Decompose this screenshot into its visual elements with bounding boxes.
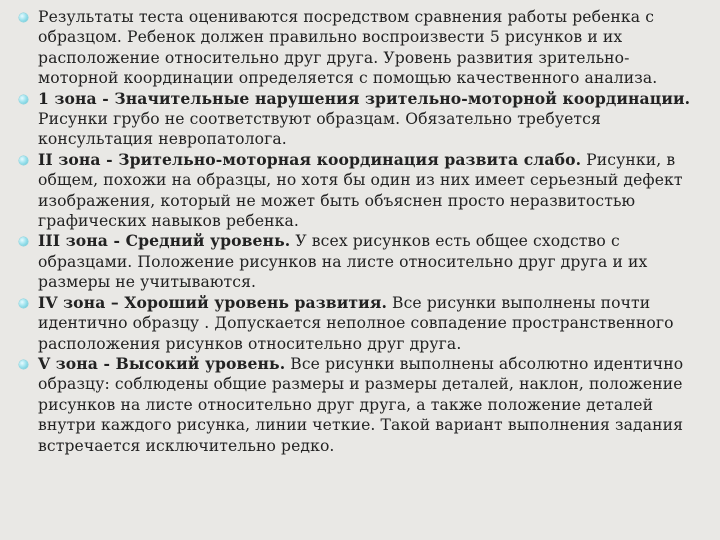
item-text: Все рисунки выполнены абсолютно идентично образцу: соблюдены общие размеры и размеры деталей, наклон, положение рисунков на листе относительно друг друга, а также положение деталей внутри каждого рисунка, линии четкие. Такой вариант выполнения задания встречается исключительно редко. (38, 354, 684, 455)
item-bold-text: III зона - Средний уровень. (38, 231, 291, 251)
item-text: Рисунки, в общем, похожи на образцы, но хотя бы один из них имеет серьезный дефект изображения, который не может быть объяснен просто неразвитостью графических навыков ребенка. (38, 150, 683, 231)
item-text: У всех рисунков есть общее сходство с образцами. Положение рисунков на листе относительно друг друга и их размеры не учитываются. (38, 232, 648, 292)
item-text: Рисунки грубо не соответствуют образцам. Обязательно требуется консультация невропатолога. (38, 110, 601, 149)
list-item (19, 354, 704, 456)
bullet-icon (19, 13, 28, 22)
item-bold-text: V зона - Высокий уровень. (38, 353, 286, 373)
list-item (19, 150, 704, 232)
item-bold-text: IV зона – Хороший уровень развития. (38, 292, 387, 312)
bullet-icon (19, 237, 28, 246)
list-item (19, 293, 704, 354)
list-item (19, 7, 704, 89)
item-text: Результаты теста оцениваются посредством сравнения работы ребенка с образцом. Ребенок должен правильно воспроизвести 5 рисунков и их расположение относительно друг друга. Уровень развития зрительно-моторной координации определяется с помощью качественного анализа. (38, 8, 658, 88)
item-bold-text: 1 зона - Значительные нарушения зрительно-моторной координации. (38, 88, 691, 108)
bullet-icon (19, 299, 28, 308)
item-bold-text: II зона - Зрительно-моторная координация развита слабо. (38, 149, 582, 169)
list-item (19, 231, 704, 292)
item-text: Все рисунки выполнены почти идентично образцу . Допускается неполное совпадение пространственного расположения рисунков относительно друг друга. (38, 293, 674, 353)
bullet-icon (19, 360, 28, 369)
bullet-icon (19, 156, 28, 165)
bullet-list (19, 7, 704, 456)
list-item (19, 89, 704, 150)
bullet-icon (19, 95, 28, 104)
